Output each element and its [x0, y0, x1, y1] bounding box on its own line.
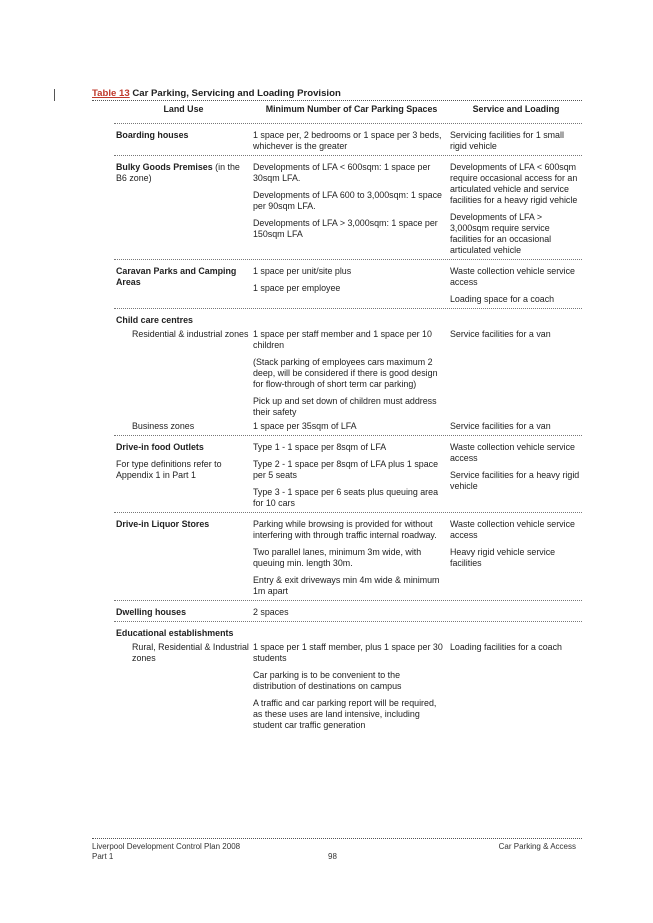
parking-text: Developments of LFA < 600sqm: 1 space per 30sqm LFA.: [253, 162, 431, 183]
page-footer: [92, 838, 582, 861]
service-text: Service facilities for a van: [450, 421, 551, 431]
parking-text: Type 1 - 1 space per 8sqm of LFA: [253, 442, 387, 452]
service-text: Service facilities for a van: [450, 329, 551, 339]
service-cell: [450, 519, 582, 597]
land-use-note: (in the B6 zone): [116, 162, 240, 183]
footer-document-title: Liverpool Development Control Plan 2008: [92, 842, 241, 851]
parking-cell: [253, 130, 450, 152]
service-text: Service facilities for a heavy rigid vehicle: [450, 470, 580, 491]
parking-text: 1 space per 1 staff member, plus 1 space per 30 students: [253, 642, 443, 663]
service-cell: [450, 162, 582, 256]
service-text: Heavy rigid vehicle service facilities: [450, 547, 556, 568]
service-text: Waste collection vehicle service access: [450, 266, 575, 287]
table-title-text: Car Parking, Servicing and Loading Provision: [132, 88, 341, 99]
land-use-cell: [114, 162, 253, 256]
table-row: [114, 156, 582, 260]
parking-text: Developments of LFA 600 to 3,000sqm: 1 space per 90sqm LFA.: [253, 190, 442, 211]
service-cell: [450, 442, 582, 509]
table-row: [114, 309, 582, 329]
parking-text: 1 space per employee: [253, 283, 341, 293]
land-use-subcategory: Rural, Residential & Industrial zones: [132, 642, 249, 663]
land-use-cell: Caravan Parks and Camping Areas: [116, 266, 237, 287]
service-cell: [450, 329, 582, 418]
service-text: Developments of LFA < 600sqm require occasional access for an articulated vehicle and service facilities for a heavy rigid vehicle: [450, 162, 578, 205]
parking-text: Car parking is to be convenient to the distribution of destinations on campus: [253, 670, 402, 691]
header-service: Service and Loading: [472, 104, 560, 114]
parking-cell: [253, 442, 450, 509]
land-use-name: Bulky Goods Premises: [116, 162, 213, 172]
parking-text: 1 space per, 2 bedrooms or 1 space per 3 beds, whichever is the greater: [253, 130, 442, 151]
page-number: 98: [328, 852, 337, 861]
land-use-cell: Drive-in Liquor Stores: [116, 519, 210, 529]
table-row: [114, 421, 582, 436]
parking-text: (Stack parking of employees cars maximum 2 deep, will be considered if there is good design for flow-through of short term car parking): [253, 357, 438, 389]
service-cell: [450, 642, 582, 731]
footer-left: [92, 842, 240, 862]
parking-table: [114, 104, 582, 734]
table-row: [114, 513, 582, 601]
parking-text: A traffic and car parking report will be required, as these uses are land intensive, including student car traffic generation: [253, 698, 437, 730]
header-land-use: Land Use: [163, 104, 204, 114]
land-use-subcategory: Residential & industrial zones: [132, 329, 249, 339]
parking-cell: [253, 421, 450, 432]
footer-part: Part 1: [92, 852, 114, 861]
service-text: Waste collection vehicle service access: [450, 442, 575, 463]
service-text: Waste collection vehicle service access: [450, 519, 575, 540]
parking-cell: [253, 329, 450, 418]
table-title: [92, 88, 582, 99]
table-row: [114, 601, 582, 622]
table-row: [114, 622, 582, 642]
parking-cell: [253, 162, 450, 256]
table-row: [114, 124, 582, 156]
land-use-subcategory: Business zones: [132, 421, 195, 431]
land-use-cell: Boarding houses: [116, 130, 189, 140]
parking-text: 1 space per staff member and 1 space per 10 children: [253, 329, 432, 350]
land-use-cell: Dwelling houses: [116, 607, 187, 617]
footer-section-title: Car Parking & Access: [498, 842, 576, 851]
parking-text: Type 2 - 1 space per 8sqm of LFA plus 1 space per 5 seats: [253, 459, 438, 480]
parking-text: Type 3 - 1 space per 6 seats plus queuing area for 10 cars: [253, 487, 439, 508]
land-use-cell: Educational establishments: [116, 628, 234, 638]
table-row: [114, 329, 582, 421]
parking-cell: [253, 519, 450, 597]
land-use-cell: Child care centres: [116, 315, 193, 325]
land-use-cell: [114, 442, 253, 509]
parking-text: 1 space per 35sqm of LFA: [253, 421, 357, 431]
title-divider: [92, 100, 582, 101]
parking-text: Entry & exit driveways min 4m wide & minimum 1m apart: [253, 575, 440, 596]
parking-text: Parking while browsing is provided for without interfering with through traffic internal roadway.: [253, 519, 437, 540]
service-text: Servicing facilities for 1 small rigid vehicle: [450, 130, 564, 151]
table-number: Table 13: [92, 88, 130, 99]
parking-cell: [253, 642, 450, 731]
service-cell: [450, 421, 582, 432]
parking-cell: [253, 607, 450, 618]
parking-text: 1 space per unit/site plus: [253, 266, 352, 276]
parking-text: Developments of LFA > 3,000sqm: 1 space per 150sqm LFA: [253, 218, 438, 239]
land-use-note: For type definitions refer to Appendix 1 in Part 1: [116, 459, 222, 480]
service-text: Developments of LFA > 3,000sqm require service facilities for an occasional articulated vehicle: [450, 212, 552, 255]
parking-text: Pick up and set down of children must address their safety: [253, 396, 437, 417]
table-row: [114, 642, 582, 734]
table-row: [114, 260, 582, 309]
parking-cell: [253, 266, 450, 305]
parking-text: Two parallel lanes, minimum 3m wide, with queuing min. length 30m.: [253, 547, 422, 568]
land-use-name: Drive-in food Outlets: [116, 442, 204, 452]
header-parking: Minimum Number of Car Parking Spaces: [265, 104, 438, 114]
service-cell: [450, 266, 582, 305]
change-bar: [54, 89, 55, 101]
service-text: Loading facilities for a coach: [450, 642, 562, 652]
service-text: Loading space for a coach: [450, 294, 555, 304]
table-row: [114, 436, 582, 513]
table-header: [114, 104, 582, 124]
service-cell: [450, 130, 582, 152]
parking-text: 2 spaces: [253, 607, 289, 617]
